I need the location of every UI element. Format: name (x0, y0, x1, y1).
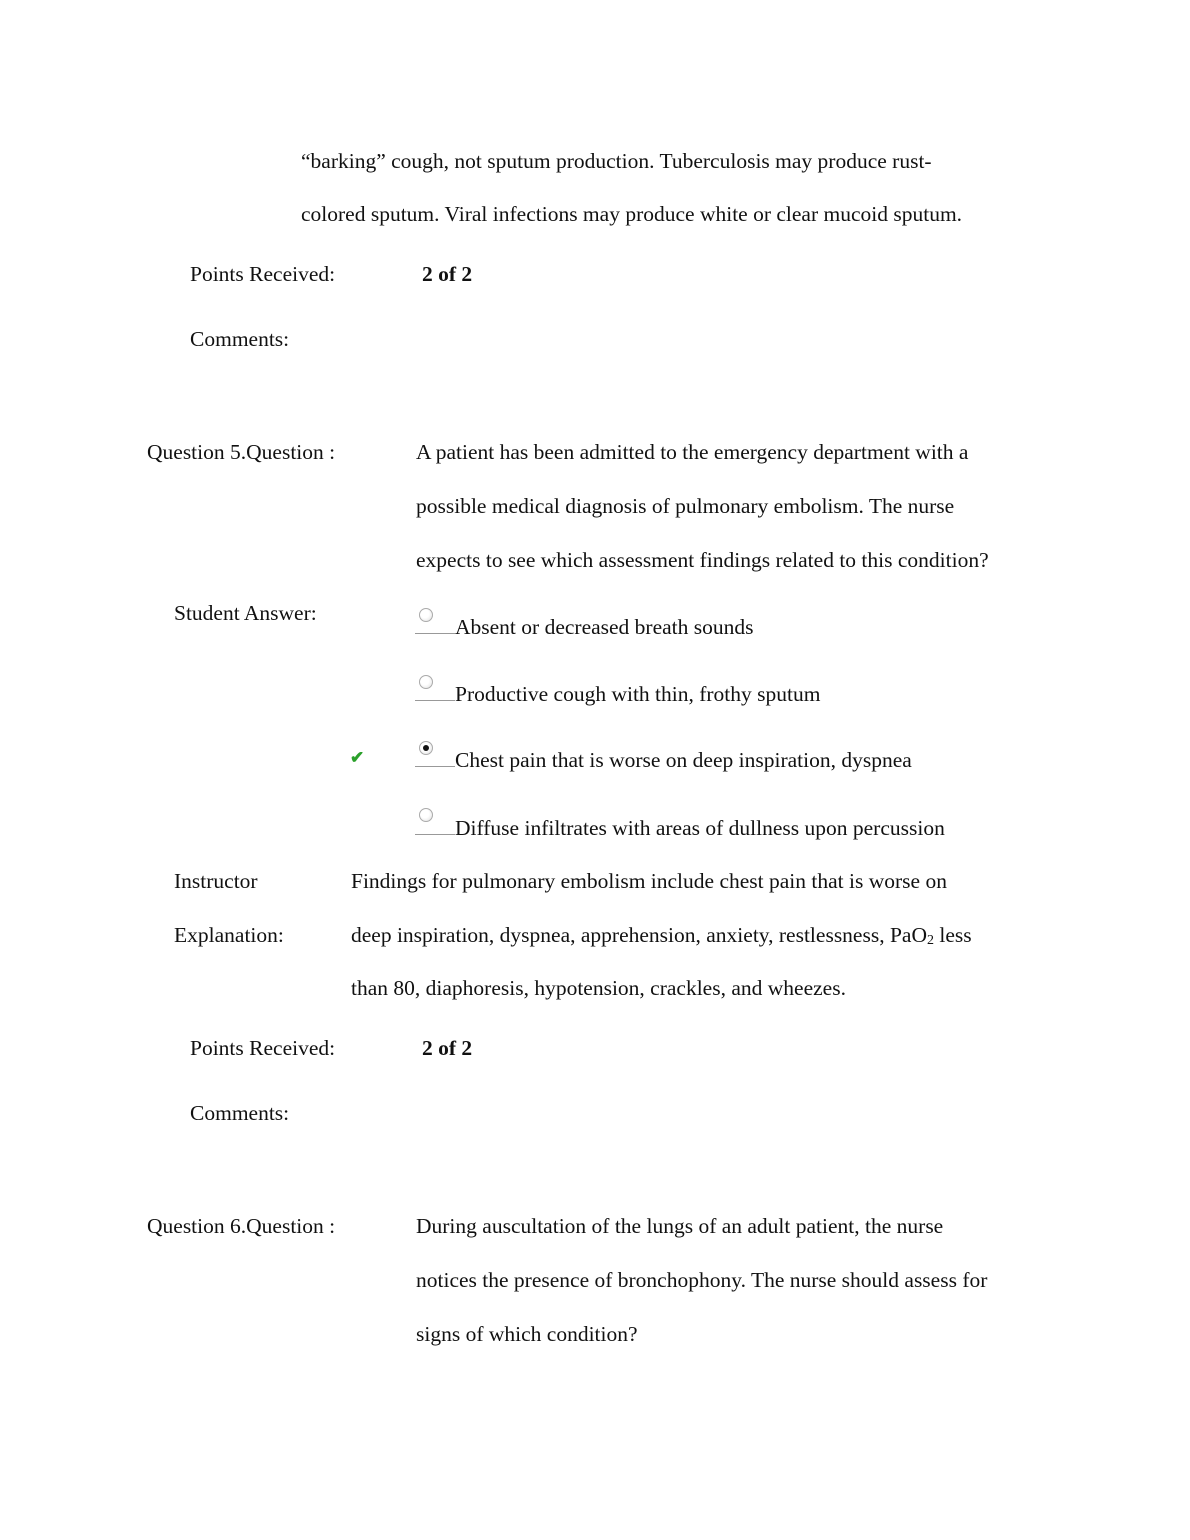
radio-button[interactable] (419, 675, 433, 689)
comments-label: Comments: (190, 1101, 290, 1125)
comments-label: Comments: (190, 327, 290, 351)
underline (415, 834, 455, 835)
points-value: 2 of 2 (422, 262, 473, 286)
explanation-text: less (934, 923, 972, 947)
question-text-line: During auscultation of the lungs of an adult patient, the nurse (416, 1214, 944, 1238)
explanation-line: than 80, diaphoresis, hypotension, crackles, and wheezes. (351, 976, 846, 1000)
question-text-line: signs of which condition? (416, 1322, 638, 1346)
question-text-line: possible medical diagnosis of pulmonary embolism. The nurse (416, 494, 955, 518)
option-text: Diffuse infiltrates with areas of dullness upon percussion (455, 816, 945, 840)
explanation-line: Findings for pulmonary embolism include chest pain that is worse on (351, 869, 947, 893)
explanation-line: colored sputum. Viral infections may produce white or clear mucoid sputum. (301, 202, 963, 226)
correct-check-icon: ✔ (350, 748, 365, 767)
subscript: 2 (927, 933, 934, 948)
option-text: Absent or decreased breath sounds (455, 615, 754, 639)
explanation-label: Explanation: (174, 923, 284, 947)
explanation-line (351, 922, 972, 954)
radio-button[interactable] (419, 608, 433, 622)
explanation-text: deep inspiration, dyspnea, apprehension, anxiety, restlessness, PaO (351, 923, 927, 947)
underline (415, 766, 455, 767)
underline (415, 633, 455, 634)
option-text: Chest pain that is worse on deep inspiration, dyspnea (455, 748, 912, 772)
student-answer-label: Student Answer: (174, 601, 317, 625)
question-label: Question 6.Question : (147, 1214, 336, 1238)
points-value: 2 of 2 (422, 1036, 473, 1060)
radio-button[interactable] (419, 808, 433, 822)
question-text-line: A patient has been admitted to the emergency department with a (416, 440, 969, 464)
points-label: Points Received: (190, 1036, 336, 1060)
option-text: Productive cough with thin, frothy sputum (455, 682, 821, 706)
points-label: Points Received: (190, 262, 336, 286)
question-text-line: notices the presence of bronchophony. The nurse should assess for (416, 1268, 988, 1292)
question-label: Question 5.Question : (147, 440, 336, 464)
underline (415, 700, 455, 701)
instructor-label: Instructor (174, 869, 258, 893)
radio-button-selected[interactable] (419, 741, 433, 755)
explanation-line: “barking” cough, not sputum production. Tuberculosis may produce rust- (301, 149, 932, 173)
question-text-line: expects to see which assessment findings related to this condition? (416, 548, 989, 572)
